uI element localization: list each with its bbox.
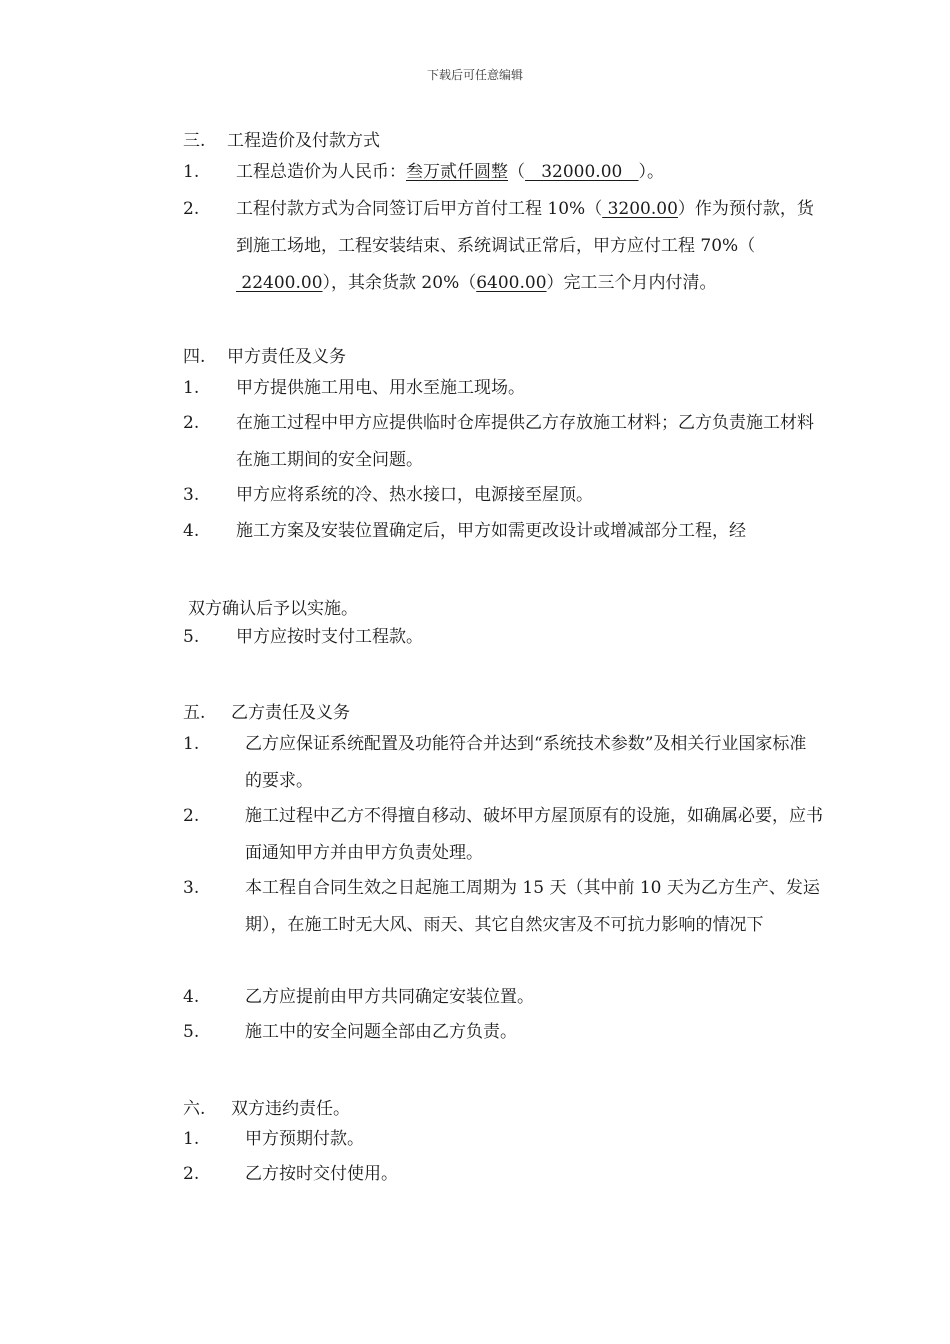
section-3-heading [183,126,380,151]
s5-item-2 [183,798,823,872]
s4-item-5 [183,619,823,656]
item-text: 施工方案及安装位置确定后，甲方如需更改设计或增减部分工程，经 [236,521,746,541]
section-4-heading [183,342,346,367]
section-number: 三. [183,131,206,151]
item-number: 4. [183,987,200,1007]
section-6-heading [183,1094,350,1119]
section-title: 乙方责任及义务 [231,703,350,723]
item-number: 3. [183,878,200,898]
item-text: 乙方按时交付使用。 [245,1164,398,1184]
section-number: 五. [183,703,206,723]
section-number: 四. [183,347,206,367]
price-amount: 32000.00 [525,162,639,182]
s4-item-4 [183,513,823,550]
section-title: 双方违约责任。 [231,1099,350,1119]
payment-text-b: ）作为预付款，货到施工场地，工程安装结束、系统调试正常后，甲方应付工程 70%（ [236,199,814,256]
price-prefix: 工程总造价为人民币： [236,162,406,182]
item-number: 2. [183,199,200,219]
s5-item-5 [183,1014,823,1051]
item-number: 2. [183,413,200,433]
item-text: 本工程自合同生效之日起施工周期为 15 天（其中前 10 天为乙方生产、发运期），在施工时无大风、雨天、其它自然灾害及不可抗力影响的情况下 [245,878,820,935]
item-number: 1. [183,162,200,182]
item-text: 施工中的安全问题全部由乙方负责。 [245,1022,517,1042]
s5-item-3 [183,870,823,944]
item-text [236,191,823,302]
item-text: 施工过程中乙方不得擅自移动、破坏甲方屋顶原有的设施，如确属必要，应书面通知甲方并由甲方负责处理。 [245,806,823,863]
price-paren-open: （ [508,162,525,182]
section-title: 甲方责任及义务 [227,347,346,367]
section-title: 工程造价及付款方式 [227,131,380,151]
s4-item-2 [183,405,823,479]
payment-amount-3: 6400.00 [476,273,547,293]
item-number: 3. [183,485,200,505]
s4-item-1 [183,370,823,407]
price-in-words: 叁万贰仟圆整 [406,162,508,182]
item-text [236,154,823,191]
item-text: 甲方应将系统的冷、热水接口，电源接至屋顶。 [236,485,593,505]
s4-item-3 [183,477,823,514]
item-number: 2. [183,806,200,826]
item-text: 甲方应按时支付工程款。 [236,627,423,647]
section-5-heading [183,698,350,723]
item-number: 5. [183,1022,200,1042]
payment-text-a: 工程付款方式为合同签订后甲方首付工程 10%（ [236,199,603,219]
s5-item-4 [183,979,823,1016]
s4-item-4-continuation: 双方确认后予以实施。 [188,599,358,619]
s3-item-2 [183,191,823,302]
payment-amount-1: 3200.00 [602,199,678,219]
item-number: 1. [183,1129,200,1149]
section-number: 六. [183,1099,206,1119]
item-text: 在施工过程中甲方应提供临时仓库提供乙方存放施工材料；乙方负责施工材料在施工期间的安全问题。 [236,413,814,470]
item-text: 甲方预期付款。 [245,1129,364,1149]
item-text: 乙方应提前由甲方共同确定安装位置。 [245,987,534,1007]
payment-text-c: ），其余货款 20%（ [322,273,477,293]
s3-item-1 [183,154,823,191]
item-text: 乙方应保证系统配置及功能符合并达到“系统技术参数”及相关行业国家标准的要求。 [245,734,807,791]
payment-amount-2: 22400.00 [236,273,323,293]
item-number: 2. [183,1164,200,1184]
payment-text-d: ）完工三个月内付清。 [546,273,717,293]
item-text: 甲方提供施工用电、用水至施工现场。 [236,378,525,398]
price-suffix: ）。 [638,162,665,182]
s6-item-2 [183,1156,823,1193]
item-number: 4. [183,521,200,541]
page-header: 下载后可任意编辑 [426,68,523,82]
s5-item-1 [183,726,823,800]
item-number: 1. [183,734,200,754]
s6-item-1 [183,1121,823,1158]
item-number: 5. [183,627,200,647]
item-number: 1. [183,378,200,398]
